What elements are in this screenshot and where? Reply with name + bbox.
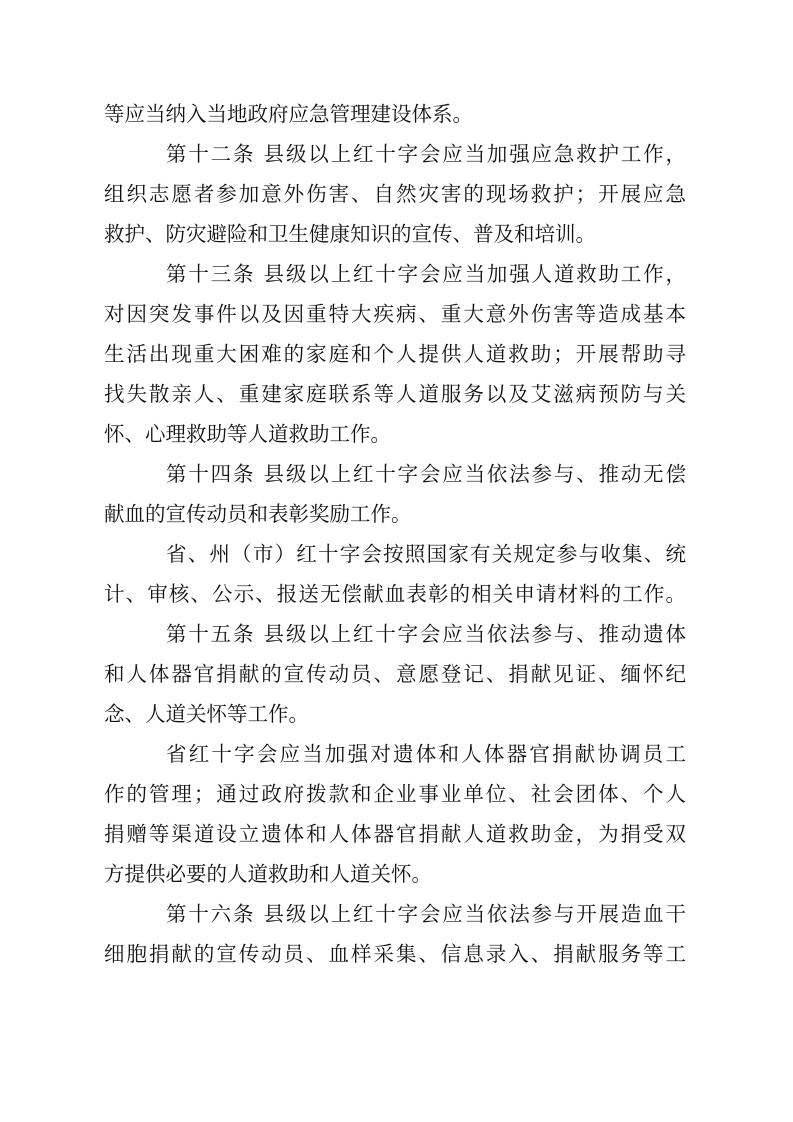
text-line: 第十六条 县级以上红十字会应当依法参与开展造血干 [166, 902, 686, 926]
text-line: 和人体器官捐献的宣传动员、意愿登记、捐献见证、缅怀纪 [104, 662, 686, 686]
paragraph-article-15-part-2 [104, 734, 686, 894]
text-line: 第十四条 县级以上红十字会应当依法参与、推动无偿 [166, 462, 686, 486]
text-line: 作的管理；通过政府拨款和企业事业单位、社会团体、个人 [104, 782, 686, 806]
text-line: 献血的宣传动员和表彰奖励工作。 [104, 502, 412, 526]
text-line: 捐赠等渠道设立遗体和人体器官捐献人道救助金，为捐受双 [104, 822, 686, 846]
text-line: 第十二条 县级以上红十字会应当加强应急救护工作， [166, 142, 686, 166]
text-line: 细胞捐献的宣传动员、血样采集、信息录入、捐献服务等工 [104, 942, 686, 966]
paragraph-article-13 [104, 254, 686, 454]
text-line: 计、审核、公示、报送无偿献血表彰的相关申请材料的工作。 [104, 582, 686, 606]
document-body [104, 94, 686, 974]
text-line: 省红十字会应当加强对遗体和人体器官捐献协调员工 [166, 742, 686, 766]
text-line: 救护、防灾避险和卫生健康知识的宣传、普及和培训。 [104, 222, 596, 246]
text-line: 第十五条 县级以上红十字会应当依法参与、推动遗体 [166, 622, 686, 646]
text-line: 念、人道关怀等工作。 [104, 702, 309, 726]
text-line: 组织志愿者参加意外伤害、自然灾害的现场救护；开展应急 [104, 182, 686, 206]
text-line: 等应当纳入当地政府应急管理建设体系。 [104, 102, 473, 126]
text-line: 第十三条 县级以上红十字会应当加强人道救助工作， [166, 262, 686, 286]
text-line: 方提供必要的人道救助和人道关怀。 [104, 862, 432, 886]
paragraph-article-14 [104, 454, 686, 534]
text-line: 对因突发事件以及因重特大疾病、重大意外伤害等造成基本 [104, 302, 686, 326]
text-line: 找失散亲人、重建家庭联系等人道服务以及艾滋病预防与关 [104, 382, 686, 406]
paragraph-article-14-part-2 [104, 534, 686, 614]
text-line: 怀、心理救助等人道救助工作。 [104, 422, 391, 446]
paragraph-continued [104, 94, 686, 134]
text-line: 省、州（市）红十字会按照国家有关规定参与收集、统 [166, 542, 686, 566]
text-line: 生活出现重大困难的家庭和个人提供人道救助；开展帮助寻 [104, 342, 686, 366]
paragraph-article-15 [104, 614, 686, 734]
paragraph-article-12 [104, 134, 686, 254]
paragraph-article-16 [104, 894, 686, 974]
